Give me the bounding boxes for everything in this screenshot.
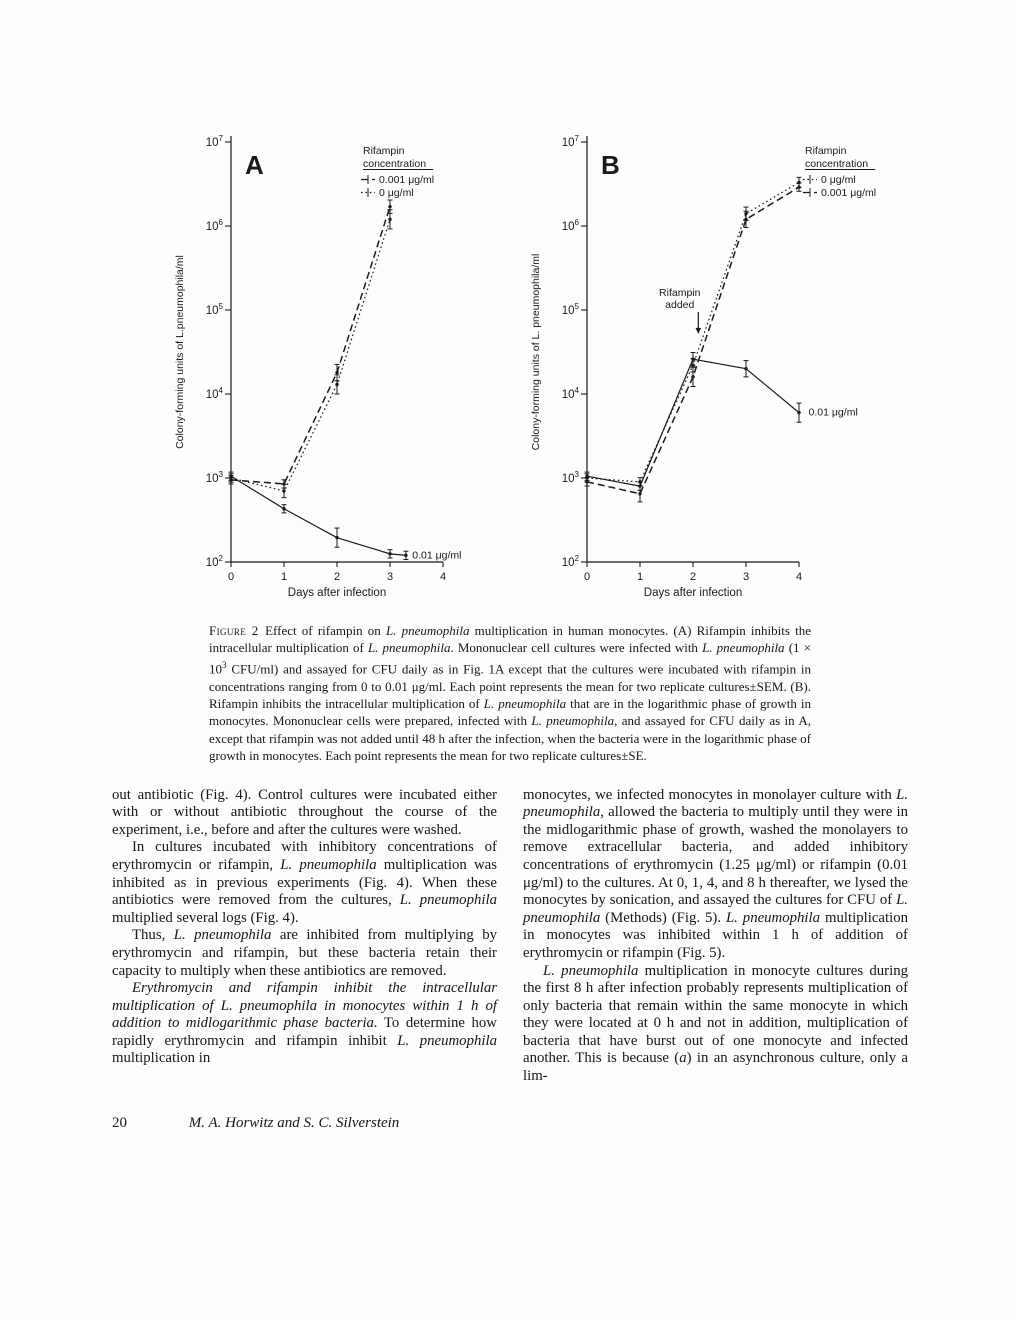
text-segment: a [679,1050,687,1067]
x-tick-label: 0 [583,571,591,583]
text-segment: L. pneumophila [173,927,272,944]
paragraph [112,787,497,840]
x-axis-title: Days after infection [643,587,743,599]
y-axis-title: Colony-forming units of L.pneumophila/ml [174,255,186,449]
text-segment: L. pneumophila [523,892,908,926]
data-point [282,507,285,510]
text-segment: that are in the logarithmic phase of growth in monocytes. Mononuclear cells were prepared, infected with [209,695,811,729]
data-point [282,489,285,492]
legend-entry-label: 0.001 μg/ml [821,187,877,199]
data-point [585,475,588,478]
data-point [744,218,747,221]
data-point [691,375,694,378]
x-tick-label: 2 [333,571,341,583]
data-point [335,383,338,386]
text-segment: Figure 2 [209,623,259,638]
data-point [335,536,338,539]
y-tick-label: $10^6$ [561,218,579,233]
series-line [231,207,390,484]
y-tick-label: $10^3$ [205,470,223,485]
data-point [638,484,641,487]
text-segment: , and assayed for CFU daily as in A, except that rifampin was not added until 48 h after the infection, when the bacteria were in the logarithmic phase of growth in monocytes. Each point represents the mean for two replicate cultures±SE. [209,713,811,764]
legend-entry-label: 0.001 μg/ml [379,174,435,186]
data-point [229,475,232,478]
legend-title: Rifampin [805,145,847,157]
y-tick-label: $10^2$ [561,554,579,569]
y-axis-title: Colony-forming units of L. pneumophila/ml [530,253,542,451]
page-number: 20 [112,1114,127,1131]
data-point [797,411,800,414]
data-point [797,185,800,188]
series-line [587,187,799,494]
text-segment: Erythromycin and rifampin inhibit the intracellular multiplication of L. pneumophila in monocytes within 1 h of addition to midlogarithmic phase bacteria. [112,980,497,1032]
chart-annotation: Rifampin added [659,286,701,311]
x-axis-title: Days after infection [287,587,387,599]
text-segment: Thus, [132,927,174,944]
text-segment: monocytes, we infected monocytes in monolayer culture with [523,786,897,803]
data-point [388,218,391,221]
text-segment: CFU/ml) and assayed for CFU daily as in Fig. 1A except that the cultures were incubated with rifampin in concentrations ranging from 0 to 0.01 μg/ml. Each point represents the mean for two replicate cultures±SEM. (B). Rifampin inhibits the intracellular multiplication of [209,661,811,711]
series-line [231,219,390,491]
y-tick-label: $10^2$ [205,554,223,569]
x-tick-label: 0 [227,571,235,583]
text-segment: L. pneumophila [367,640,451,656]
text-segment: L. pneumophila [523,786,908,821]
text-segment: (1 × 10 [209,640,811,677]
paragraph [112,980,497,1068]
text-segment: are inhibited from multiplying by erythromycin and rifampin, but these bacteria retain their capacity to multiply when these antibiotics are removed. [112,927,497,979]
text-segment: (Methods) (Fig. 5). [600,909,726,926]
text-segment: L. pneumophila [543,962,639,979]
text-segment: multiplication was inhibited as in previous experiments (Fig. 4). When these antibiotics were removed from the cultures, [112,856,497,909]
data-point [335,371,338,374]
text-segment: Effect of rifampin on [258,623,386,638]
y-tick-label: $10^5$ [561,302,579,317]
paragraph [523,963,908,1086]
running-authors: M. A. Horwitz and S. C. Silverstein [188,1114,400,1131]
text-segment: , allowed the bacteria to multiply until they were in the midlogarithmic phase of growth, washed the monolayers to remove extracellular bacteria, and added inhibitory concentrations of erythromycin (1.25 μg/ml) or rifampin (0.01 μg/ml) to the cultures. At 0, 1, 4, and 8 h thereafter, we lysed the monocytes by sonication, and assayed the cultures for CFU of [523,804,908,909]
text-segment: L. pneumophila [399,892,497,909]
series-line [231,476,406,555]
y-tick-label: $10^7$ [205,134,223,149]
x-tick-label: 3 [386,571,394,583]
text-segment: out antibiotic (Fig. 4). Control cultures were incubated either with or without antibiotic throughout the course of the experiment, i.e., before and after the cultures were washed. [112,786,497,838]
page-footer [112,1114,908,1132]
text-segment: multiplication in [112,1050,211,1067]
text-segment: To determine how rapidly erythromycin and rifampin inhibit [112,1015,497,1049]
legend-entry-label: 0 μg/ml [379,187,414,199]
text-segment: 3 [222,659,227,670]
chart-panel-b [523,114,877,614]
y-tick-label: $10^3$ [561,470,579,485]
chart-annotation: 0.01 μg/ml [808,406,858,419]
x-tick-label: 4 [795,571,803,583]
data-point [691,357,694,360]
text-segment: L. pneumophila [397,1032,497,1049]
y-tick-label: $10^4$ [205,386,223,401]
paragraph [112,927,497,980]
y-tick-label: $10^5$ [205,302,223,317]
chart-annotation: 0.01 μg/ml [412,549,462,562]
data-point [388,205,391,208]
y-tick-label: $10^4$ [561,386,579,401]
x-tick-label: 1 [636,571,644,583]
x-tick-label: 4 [439,571,447,583]
text-segment: L. pneumophila [702,640,785,656]
y-tick-label: $10^6$ [205,218,223,233]
body-columns [112,787,908,1086]
panel-label: A [245,150,264,180]
figure-2 [0,0,1020,614]
legend-entry-label: 0 μg/ml [821,174,856,186]
text-segment: L. pneumophila [483,695,567,711]
data-point [388,552,391,555]
text-segment: L. pneumophila [725,909,821,926]
left-column [112,787,497,1086]
x-tick-label: 2 [689,571,697,583]
legend-title: Rifampin [363,145,405,157]
text-segment: L. pneumophila [531,713,615,729]
text-segment: In cultures incubated with inhibitory concentrations of erythromycin or rifampin, [112,839,497,873]
text-segment: ) in an asynchronous culture, only a lim- [523,1050,908,1085]
panel-label: B [601,150,620,180]
chart-panel-a [167,114,497,614]
data-point [744,367,747,370]
text-segment: multiplication in human monocytes. (A) Rifampin inhibits the intracellular multiplication of [209,623,811,656]
data-point [282,482,285,485]
legend-title: concentration [363,158,427,170]
text-segment: multiplied several logs (Fig. 4). [112,909,299,926]
text-segment: multiplication in monocyte cultures during the first 8 h after infection probably represents multiplication of only bacteria that remain within the same monocyte in which they were located at 0 h and not in addition, multiplication of bacteria that have burst out of one monocyte and infected another. This is because ( [523,962,908,1067]
text-segment: L. pneumophila [385,623,470,638]
right-column [523,787,908,1086]
text-segment: . Mononuclear cell cultures were infected with [450,640,703,656]
figure-caption [209,622,811,765]
paragraph [112,839,497,927]
x-tick-label: 1 [280,571,288,583]
data-point [638,492,641,495]
x-tick-label: 3 [742,571,750,583]
series-line [587,182,799,481]
legend-title: concentration [805,158,869,170]
paragraph [523,787,908,963]
text-segment: multiplication in monocytes was inhibited within 1 h of addition of erythromycin or rifampin (Fig. 5). [523,909,908,961]
data-point [404,554,407,557]
text-segment: L. pneumophila [280,856,377,873]
y-tick-label: $10^7$ [561,134,579,149]
